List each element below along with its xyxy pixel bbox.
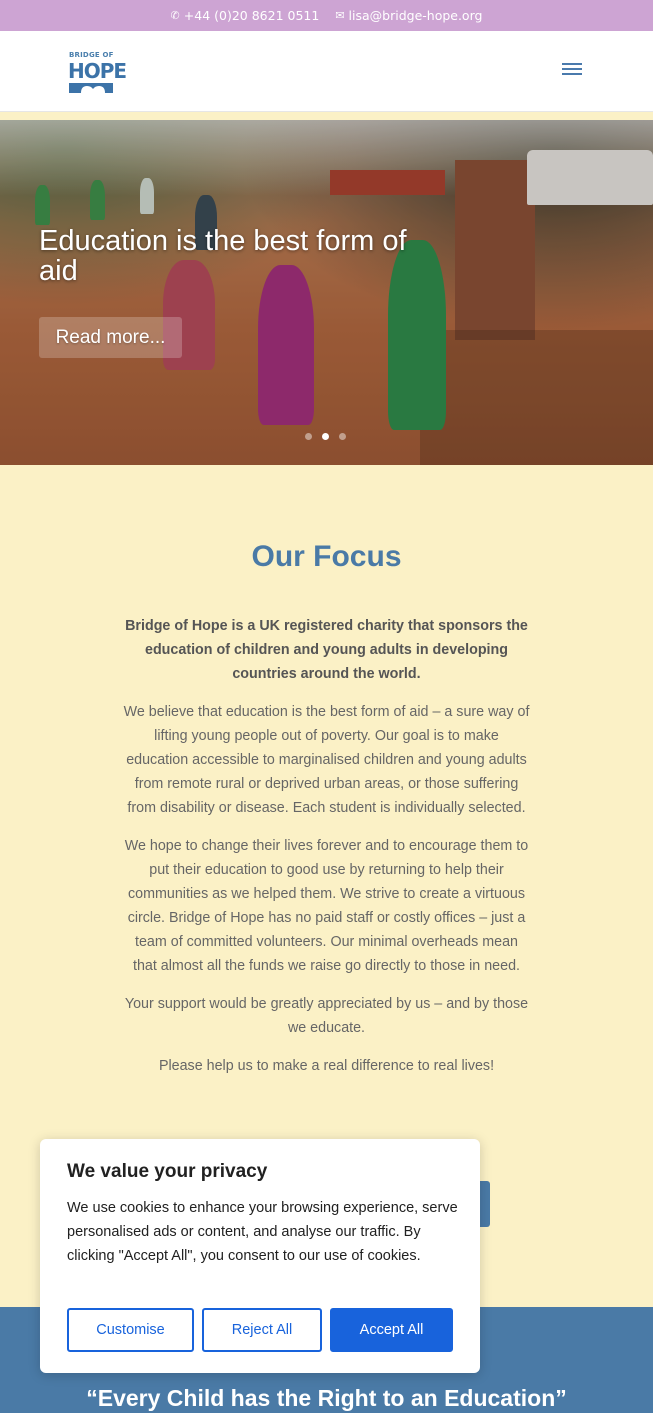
focus-paragraph-2: We hope to change their lives forever and to encourage them to put their education to good use by returning to help their communities as we helped them. We strive to create a virtuous circle. Bridge of Hope has no paid staff or costly offices – just a team of committed volunteers. Our minimal overheads mean that almost all the funds we raise go directly to those in need. <box>124 838 529 974</box>
site-logo[interactable] <box>67 49 127 95</box>
customise-button[interactable]: Customise <box>67 1308 194 1352</box>
focus-lead: Bridge of Hope is a UK registered charity that sponsors the education of children and young adults in developing countries around the world. <box>125 618 528 682</box>
email-link[interactable] <box>335 8 482 23</box>
cookie-title: We value your privacy <box>67 1161 268 1182</box>
focus-paragraph-1: We believe that education is the best form of aid – a sure way of lifting young people out of poverty. Our goal is to make education accessible to marginalised children and young adults from remote rural or deprived urban areas, or those suffering from disability or disease. Each student is individually selected. <box>123 704 530 816</box>
logo-small-text: BRIDGE OF <box>69 51 114 59</box>
focus-heading: Our Focus <box>251 540 402 573</box>
site-header <box>0 31 653 112</box>
hero-overlay <box>0 120 653 465</box>
envelope-icon: ✉ <box>335 9 345 22</box>
reject-all-button[interactable]: Reject All <box>202 1308 322 1352</box>
email-address: lisa@bridge-hope.org <box>348 8 483 23</box>
logo-big-text: HOPE <box>68 59 127 83</box>
focus-paragraph-4: Please help us to make a real difference to real lives! <box>158 1058 495 1074</box>
cookie-consent-banner <box>40 1139 480 1373</box>
cookie-message: We use cookies to enhance your browsing experience, serve personalised ads or content, and analyse our traffic. By clicking "Accept All", you consent to our use of cookies. <box>67 1200 458 1264</box>
phone-number: +44 (0)20 8621 0511 <box>183 8 320 23</box>
slider-dot-3[interactable] <box>339 433 346 440</box>
quote-text: “Every Child has the Right to an Education” <box>86 1385 567 1411</box>
menu-toggle-icon[interactable] <box>562 61 582 77</box>
slider-dot-1[interactable] <box>305 433 312 440</box>
accept-all-button[interactable]: Accept All <box>330 1308 453 1352</box>
slider-dot-2[interactable] <box>322 433 329 440</box>
slider-dots <box>305 433 346 440</box>
top-bar <box>0 0 653 31</box>
focus-body <box>122 614 531 1092</box>
read-more-button[interactable]: Read more... <box>39 317 182 358</box>
bridge-icon <box>69 81 113 93</box>
hero-slider <box>0 120 653 465</box>
hero-title: Education is the best form of aid <box>39 225 407 287</box>
phone-link[interactable] <box>171 8 320 23</box>
phone-icon: ✆ <box>170 9 180 22</box>
focus-paragraph-3: Your support would be greatly appreciated by us – and by those we educate. <box>124 996 529 1036</box>
